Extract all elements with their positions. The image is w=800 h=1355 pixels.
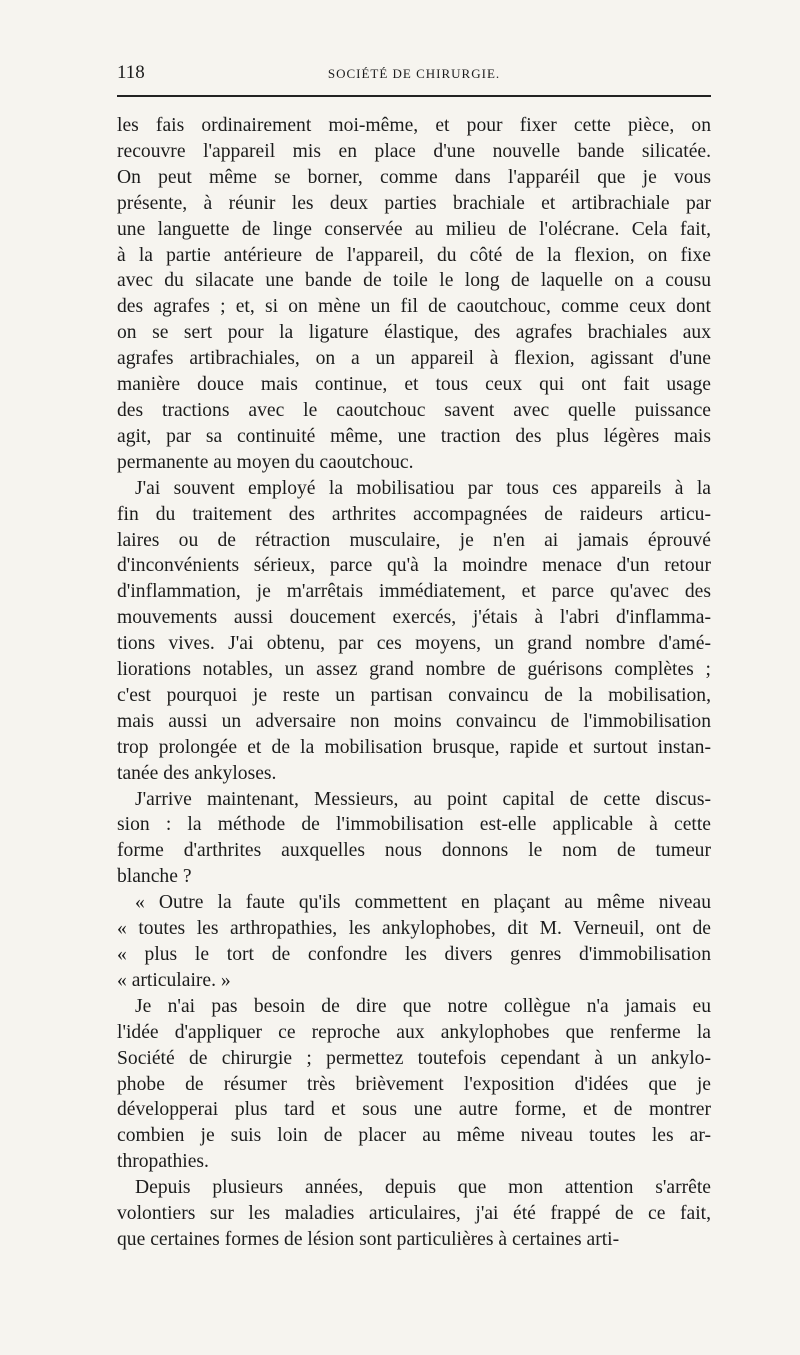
text-line: forme d'arthrites auxquelles nous donnons le nom de tumeur bbox=[117, 840, 711, 862]
text-line: une languette de linge conservée au milieu de l'olécrane. Cela fait, bbox=[117, 218, 711, 240]
text-line: développerai plus tard et sous une autre forme, et de montrer bbox=[117, 1099, 711, 1121]
text-line: des agrafes ; et, si on mène un fil de caoutchouc, comme ceux dont bbox=[117, 296, 711, 318]
text-line: « articulaire. » bbox=[117, 969, 231, 991]
text-line: tanée des ankyloses. bbox=[117, 762, 277, 784]
running-head: SOCIÉTÉ DE CHIRURGIE. bbox=[327, 66, 501, 81]
text-line: tions vives. J'ai obtenu, par ces moyens, un grand nombre d'amé- bbox=[117, 633, 711, 655]
text-line: permanente au moyen du caoutchouc. bbox=[117, 451, 414, 473]
text-line: Depuis plusieurs années, depuis que mon attention s'arrête bbox=[135, 1177, 711, 1199]
paragraph bbox=[117, 1175, 711, 1253]
text-line: l'idée d'appliquer ce reproche aux ankylophobes que renferme la bbox=[117, 1021, 711, 1043]
text-line: on se sert pour la ligature élastique, des agrafes brachiales aux bbox=[117, 322, 711, 344]
paragraph bbox=[117, 476, 711, 787]
text-line: Société de chirurgie ; permettez toutefois cependant à un ankylo- bbox=[117, 1047, 711, 1069]
text-line: mais aussi un adversaire non moins convaincu de l'immobilisation bbox=[117, 710, 711, 732]
text-line: J'arrive maintenant, Messieurs, au point capital de cette discus- bbox=[135, 788, 711, 810]
text-line: des tractions avec le caoutchouc savent avec quelle puissance bbox=[117, 399, 711, 421]
text-line: « Outre la faute qu'ils commettent en plaçant au même niveau bbox=[135, 892, 711, 914]
text-line: volontiers sur les maladies articulaires, j'ai été frappé de ce fait, bbox=[117, 1203, 711, 1225]
text-line: mouvements aussi doucement exercés, j'étais à l'abri d'inflamma- bbox=[117, 607, 711, 629]
text-line: fin du traitement des arthrites accompagnées de raideurs articu- bbox=[117, 503, 711, 525]
text-line: combien je suis loin de placer au même niveau toutes les ar- bbox=[117, 1125, 711, 1147]
header-rule bbox=[117, 95, 711, 97]
text-line: les fais ordinairement moi-même, et pour fixer cette pièce, on bbox=[117, 115, 711, 136]
page-number: 118 bbox=[117, 62, 145, 83]
text-line: phobe de résumer très brièvement l'exposition d'idées que je bbox=[117, 1073, 711, 1095]
text-line: « toutes les arthropathies, les ankylophobes, dit M. Verneuil, ont de bbox=[117, 918, 711, 940]
text-line: thropathies. bbox=[117, 1151, 209, 1173]
text-line: Je n'ai pas besoin de dire que notre collègue n'a jamais eu bbox=[135, 995, 711, 1017]
text-line: On peut même se borner, comme dans l'apparéil que je vous bbox=[117, 166, 711, 188]
text-line: trop prolongée et de la mobilisation brusque, rapide et surtout instan- bbox=[117, 736, 711, 758]
text-line: c'est pourquoi je reste un partisan convaincu de la mobilisation, bbox=[117, 684, 711, 706]
page-header bbox=[117, 62, 711, 84]
text-line: blanche ? bbox=[117, 866, 192, 888]
text-line: présente, à réunir les deux parties brachiale et artibrachiale par bbox=[117, 192, 711, 214]
text-line: liorations notables, un assez grand nombre de guérisons complètes ; bbox=[117, 659, 711, 681]
paragraph bbox=[117, 787, 711, 891]
text-line: que certaines formes de lésion sont particulières à certaines arti- bbox=[117, 1228, 620, 1250]
text-line: sion : la méthode de l'immobilisation est-elle applicable à cette bbox=[117, 814, 711, 836]
body-text bbox=[117, 113, 711, 1253]
text-line: avec du silacate une bande de toile le long de laquelle on a cousu bbox=[117, 270, 711, 292]
paragraph bbox=[117, 113, 711, 476]
text-line: d'inconvénients sérieux, parce qu'à la moindre menace d'un retour bbox=[117, 555, 711, 577]
text-line: à la partie antérieure de l'appareil, du côté de la flexion, on fixe bbox=[117, 244, 711, 266]
text-line: agit, par sa continuité même, une traction des plus légères mais bbox=[117, 425, 711, 447]
text-line: manière douce mais continue, et tous ceux qui ont fait usage bbox=[117, 374, 711, 396]
text-line: laires ou de rétraction musculaire, je n'en ai jamais éprouvé bbox=[117, 529, 711, 551]
text-line: d'inflammation, je m'arrêtais immédiatement, et parce qu'avec des bbox=[117, 581, 711, 603]
paragraph bbox=[117, 890, 711, 994]
text-line: « plus le tort de confondre les divers genres d'immobilisation bbox=[117, 944, 711, 965]
text-line: J'ai souvent employé la mobilisatiou par tous ces appareils à la bbox=[135, 477, 711, 499]
text-line: recouvre l'appareil mis en place d'une nouvelle bande silicatée. bbox=[117, 140, 711, 162]
paragraph bbox=[117, 994, 711, 1175]
text-line: agrafes artibrachiales, on a un appareil à flexion, agissant d'une bbox=[117, 348, 711, 370]
